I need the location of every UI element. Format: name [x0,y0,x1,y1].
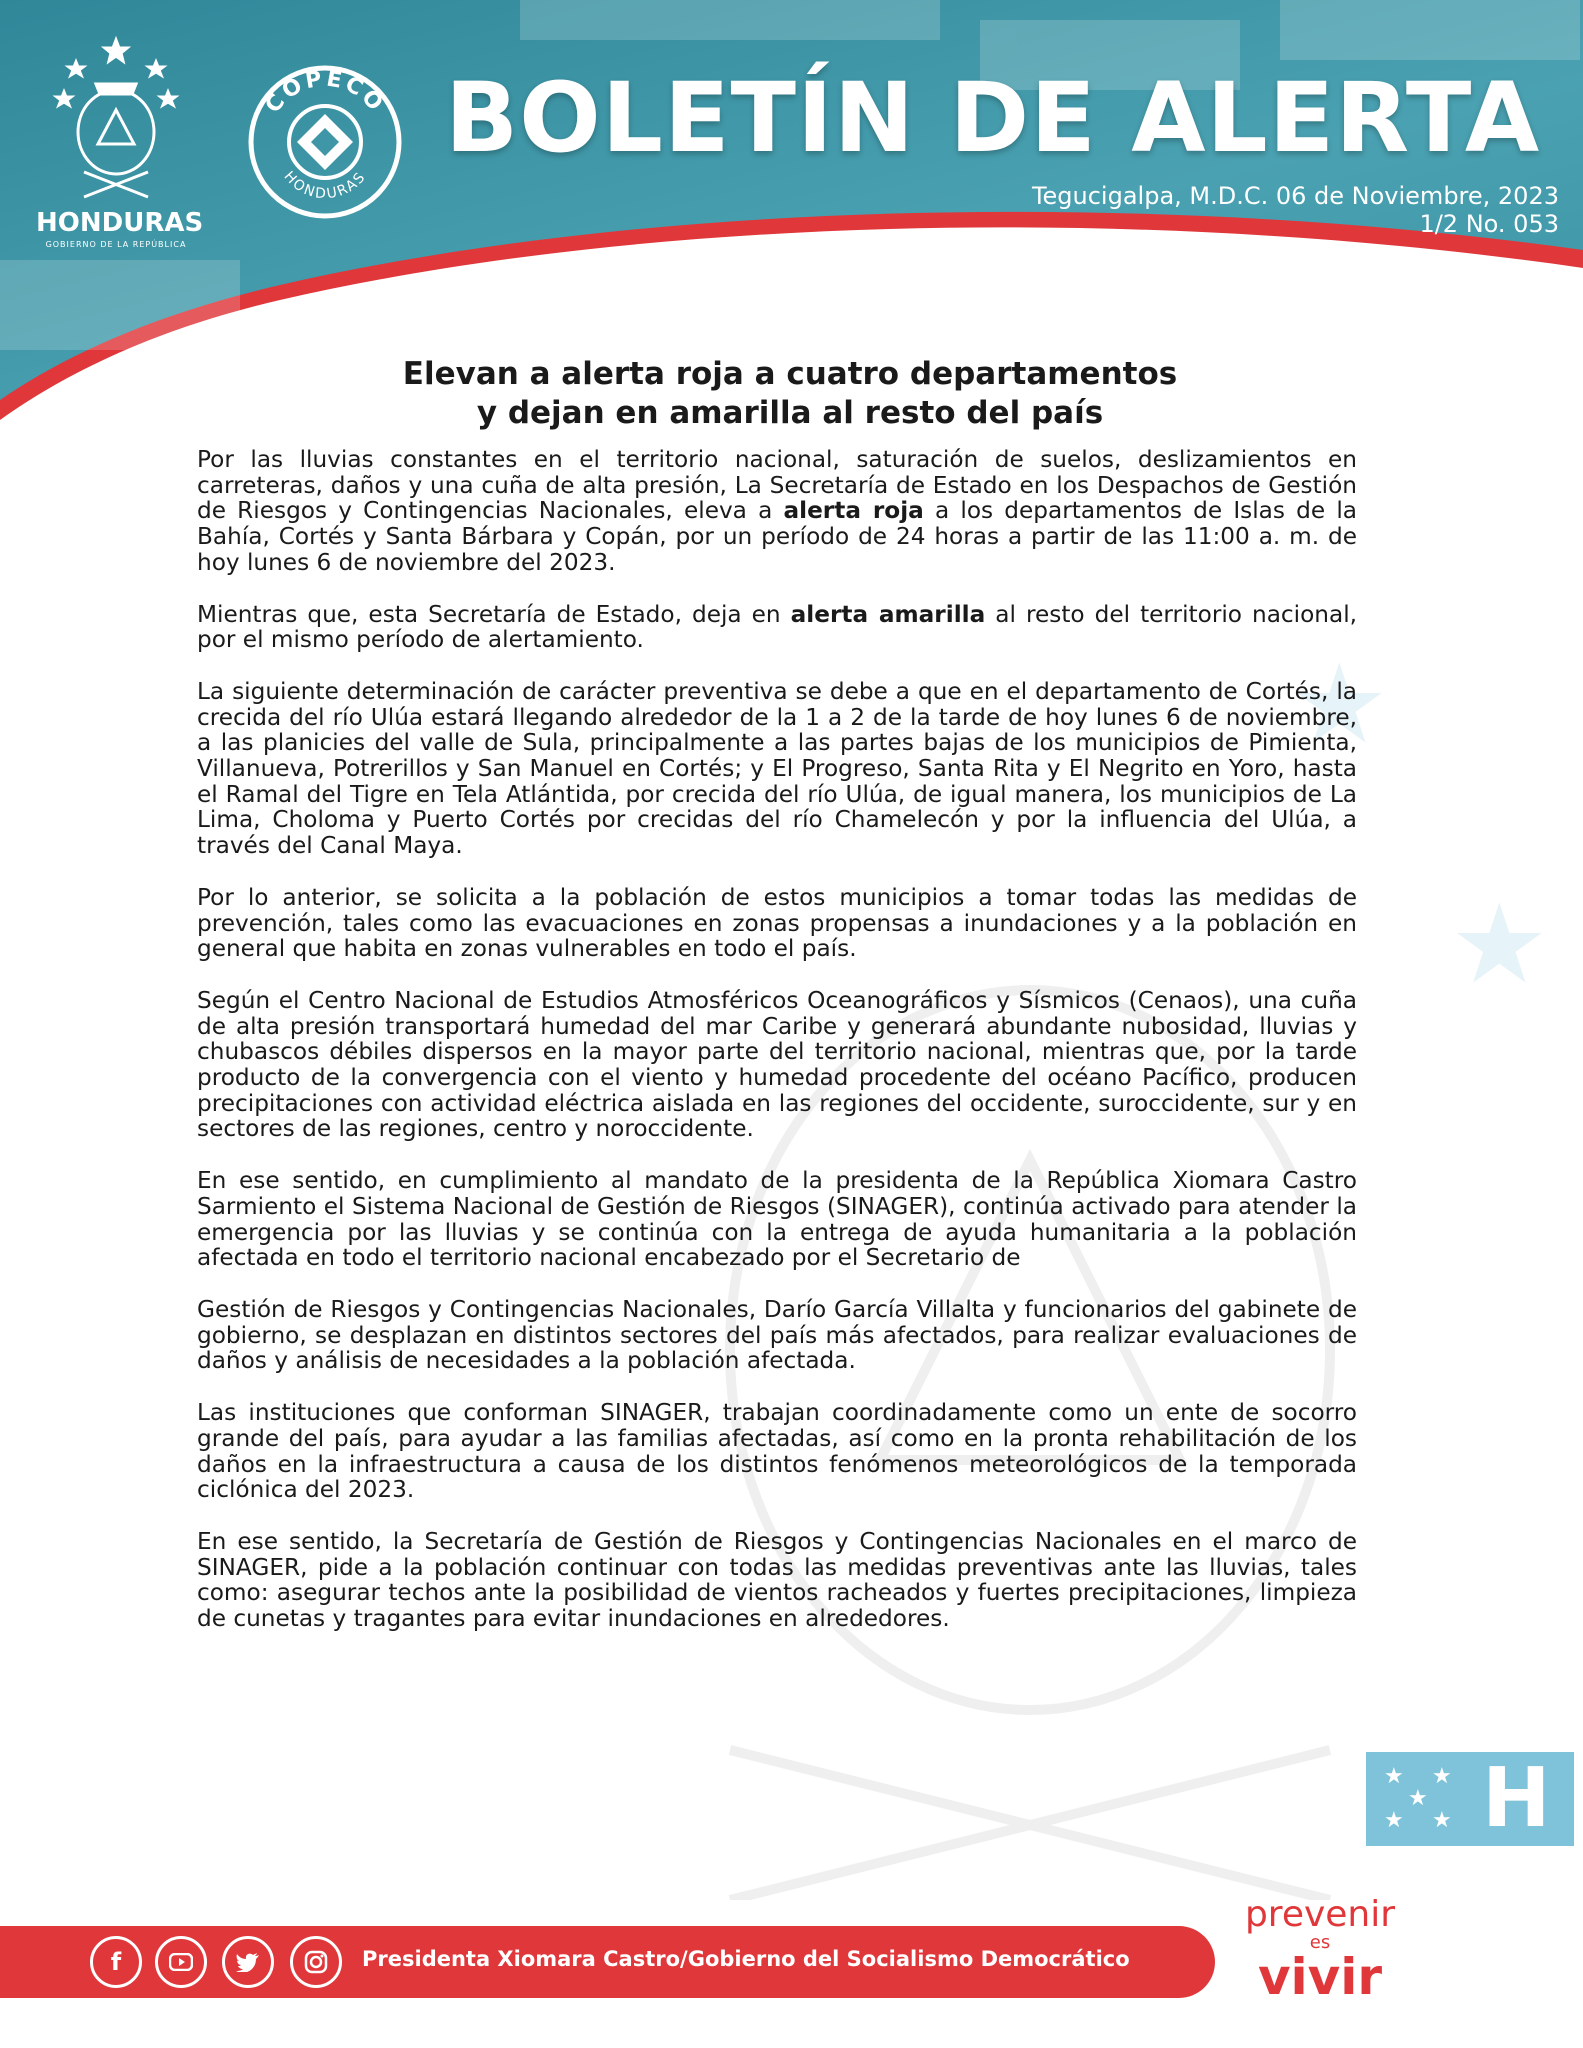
paragraph-4: Por lo anterior, se solicita a la población de estos municipios a tomar todas las medidas de prevención, tales como las evacuaciones en zonas propensas a inundaciones y a la población en general que habita en zonas vulnerables en todo el país. [197,883,1357,963]
slogan-mid: es [1309,1932,1331,1953]
paragraph-6: En ese sentido, en cumplimiento al mandato de la presidenta de la República Xiomara Castro Sarmiento el Sistema Nacional de Gestión de Riesgos (SINAGER), continúa activado para atender la emergencia por las lluvias y se continúa con la entrega de ayuda humanitaria a la población afectada en todo el territorio nacional encabezado por el Secretario de [197,1167,1357,1272]
svg-text:HONDURAS [280,169,369,203]
copeco-top-text: COPECO [260,66,390,119]
paragraph-2 [197,602,1357,653]
flag-stars-icon: ★ ★ ★ ★ ★ [1384,1764,1452,1833]
bulletin-body [197,447,1357,1658]
prevenir-es-vivir-logo [1230,1894,1410,2006]
headline-line-2: y dejan en amarilla al resto del país [476,395,1104,431]
honduras-label: HONDURAS [36,208,204,238]
copeco-seal-icon [245,62,405,222]
red-alert-emphasis: alerta roja [783,497,924,525]
government-subtitle: GOBIERNO DE LA REPÚBLICA [45,240,187,249]
twitter-icon[interactable] [222,1936,274,1988]
bulletin-date: Tegucigalpa, M.D.C. 06 de Noviembre, 2023 [1031,182,1559,210]
slogan-top: prevenir [1244,1894,1396,1935]
paragraph-8: Las instituciones que conforman SINAGER, trabajan coordinadamente como un ente de socorro grande del país, para ayudar a las familias afectadas, así como en la pronta rehabilitación de los daños en la infraestructura a causa de los distintos fenómenos meteorológicos de la temporada ciclónica del 2023. [197,1399,1357,1504]
slogan-bottom: vivir [1257,1948,1383,2006]
coat-of-arms-icon [36,32,196,207]
facebook-icon[interactable]: f [90,1936,142,1988]
svg-text:COPECO [261,66,390,118]
paragraph-1 [197,447,1357,576]
headline-line-1: Elevan a alerta roja a cuatro departamentos [402,356,1178,392]
copeco-logo [245,62,405,222]
decorative-star-icon: ★ [1450,880,1549,1008]
paragraph-1-text-a: Por las lluvias constantes en el territorio nacional, saturación de suelos, deslizamientos en carreteras, daños y una cuña de alta presión, La Secretaría de Estado en los Despachos de Gestión de Riesgos y Contingencias Nacionales, eleva a [197,446,1357,525]
yellow-alert-emphasis: alerta amarilla [790,600,986,628]
dateline [1032,182,1559,238]
bulletin-title: BOLETÍN DE ALERTA [445,62,1541,174]
bulletin-number: 1/2 No. 053 [1419,210,1559,238]
instagram-icon[interactable] [290,1936,342,1988]
decorative-star-icon: ★ [1290,640,1389,768]
paragraph-1-text-b: a los departamentos de Islas de la Bahía, Cortés y Santa Bárbara y Copán, por un período de 24 horas a partir de las 11:00 a. m. de hoy lunes 6 de noviembre del 2023. [197,497,1357,576]
headline [200,355,1380,433]
paragraph-3: La siguiente determinación de carácter preventiva se debe a que en el departamento de Cortés, la crecida del río Ulúa estará llegando alrededor de la 1 a 2 de la tarde de hoy lunes 6 de noviembre, a las planicies del valle de Sula, principalmente a las partes bajas de los municipios de Pimienta, Villanueva, Potrerillos y San Manuel en Cortés; y El Progreso, Santa Rita y El Negrito en Yoro, hasta el Ramal del Tigre en Tela Atlántida, por crecida del río Ulúa, de igual manera, los municipios de La Lima, Choloma y Puerto Cortés por crecidas del río Chamelecón y por la influencia del Ulúa, a través del Canal Maya. [197,677,1357,860]
honduras-government-logo [36,32,204,252]
paragraph-7: Gestión de Riesgos y Contingencias Nacionales, Darío García Villalta y funcionarios del gabinete de gobierno, se desplazan en distintos sectores del país más afectados, para realizar evaluaciones de daños y análisis de necesidades a la población afectada. [197,1295,1357,1375]
footer-text: Presidenta Xiomara Castro/Gobierno del Socialismo Democrático [362,1947,1130,1971]
honduras-flag-badge [1366,1752,1574,1846]
youtube-icon[interactable] [155,1936,207,1988]
copeco-bottom-text: HONDURAS [280,168,370,203]
paragraph-2-text-b: al resto del territorio nacional, por el mismo período de alertamiento. [197,600,1358,654]
paragraph-2-text-a: Mientras que, esta Secretaría de Estado, deja en [197,600,791,628]
paragraph-5: Según el Centro Nacional de Estudios Atmosféricos Oceanográficos y Sísmicos (Cenaos), una cuña de alta presión transportará humedad del mar Caribe y generará abundante nubosidad, lluvias y chubascos débiles dispersos en la mayor parte del territorio nacional, mientras que, por la tarde producto de la convergencia con el viento y humedad procedente del océano Pacífico, producen precipitaciones con actividad eléctrica aislada en las regiones del occidente, suroccidente, sur y en sectores de las regiones, centro y noroccidente. [197,986,1357,1143]
paragraph-9: En ese sentido, la Secretaría de Gestión de Riesgos y Contingencias Nacionales en el marco de SINAGER, pide a la población continuar con todas las medidas preventivas ante las lluvias, tales como: asegurar techos ante la posibilidad de vientos racheados y fuertes precipitaciones, limpieza de cunetas y tragantes para evitar inundaciones en alrededores. [197,1527,1357,1633]
flag-letter: H [1482,1751,1551,1846]
